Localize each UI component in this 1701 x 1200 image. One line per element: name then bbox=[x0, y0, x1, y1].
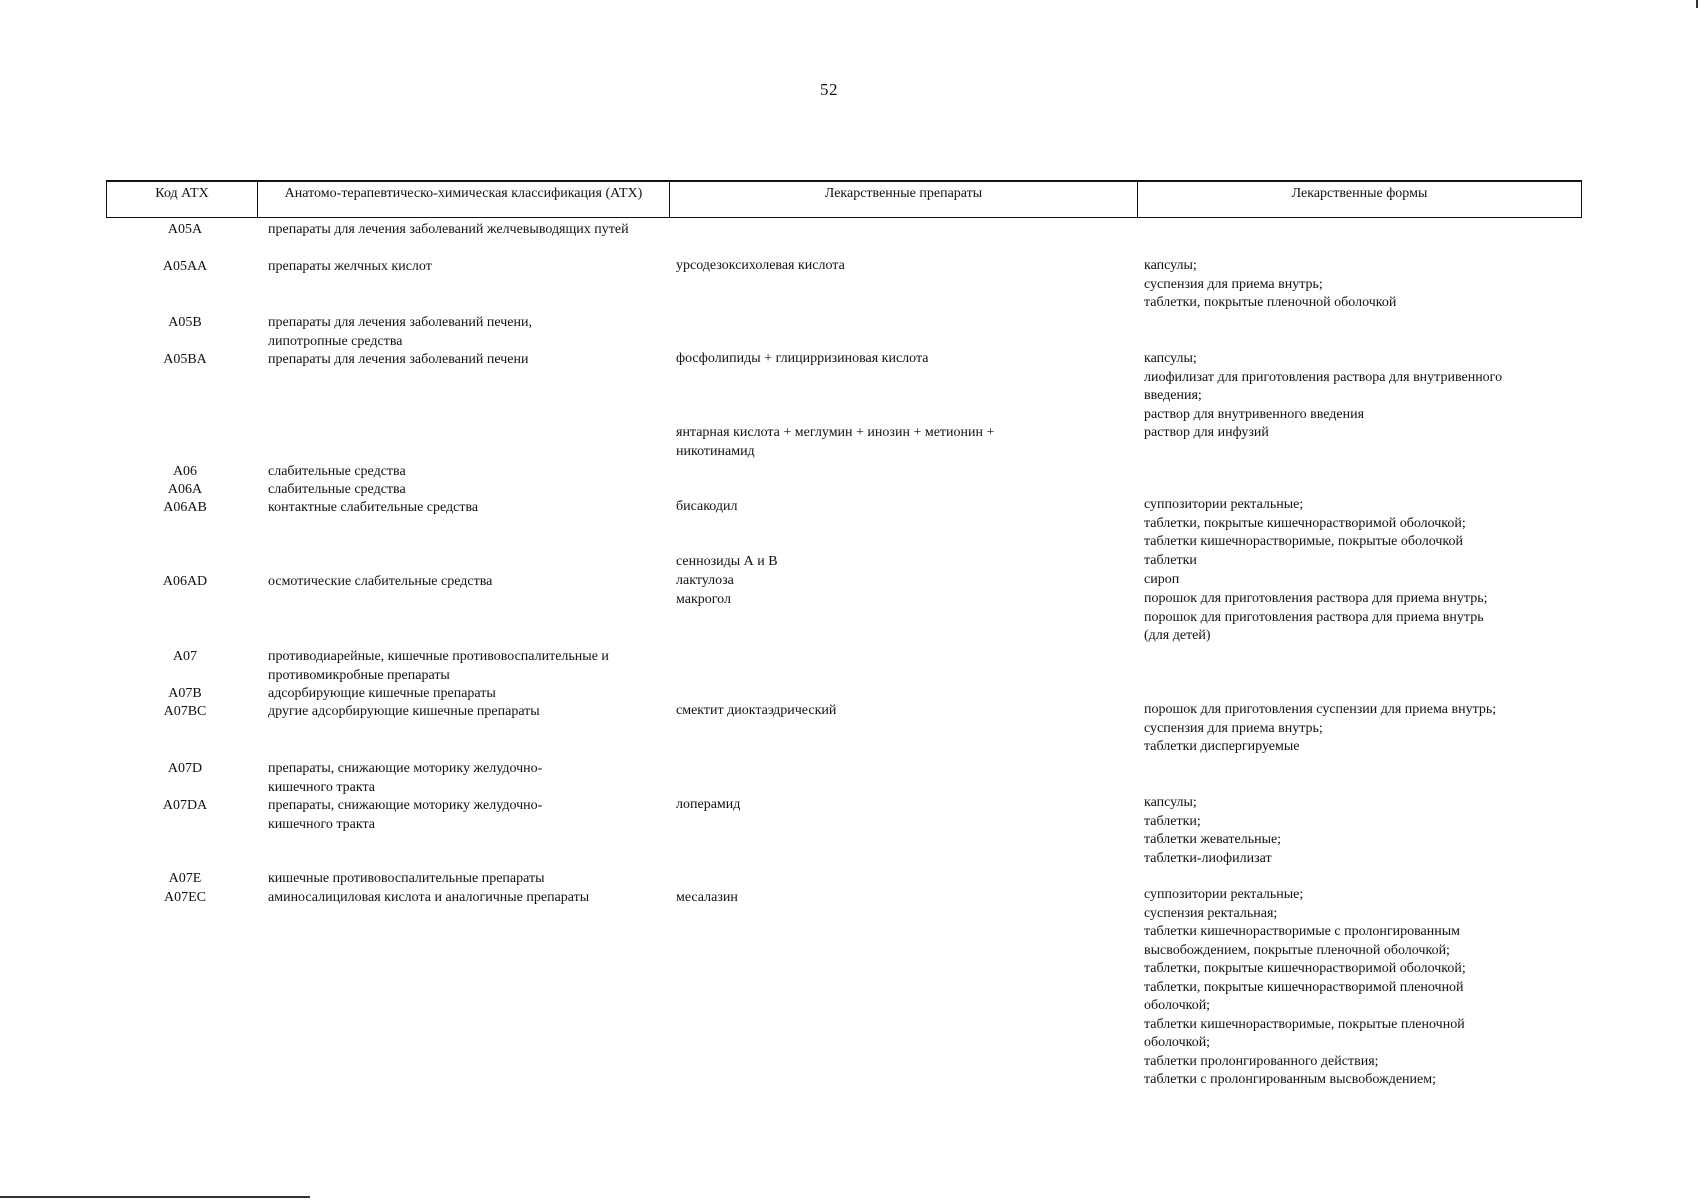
form-item: лиофилизат для приготовления раствора для внутривенного bbox=[1144, 369, 1503, 385]
row-drug: фосфолипиды + глицирризиновая кислота bbox=[676, 351, 929, 366]
row-forms bbox=[1144, 424, 1584, 443]
row-classification: препараты для лечения заболеваний печени, липотропные средства bbox=[268, 315, 532, 349]
row-forms bbox=[1144, 350, 1584, 424]
header-forms: Лекарственные формы bbox=[1291, 186, 1428, 201]
row-drug: лоперамид bbox=[676, 797, 741, 812]
row-drug: бисакодил bbox=[676, 499, 738, 514]
form-item: таблетки жевательные; bbox=[1144, 832, 1282, 847]
row-classification: препараты, снижающие моторику желудочно-кишечного тракта bbox=[268, 761, 543, 795]
form-item: таблетки пролонгированного действия; bbox=[1144, 1053, 1379, 1069]
row-forms bbox=[1144, 794, 1584, 868]
row-code: A05A bbox=[167, 222, 203, 237]
row-code: A07BC bbox=[163, 704, 207, 719]
row-code: A06AB bbox=[163, 500, 207, 515]
form-item: сироп bbox=[1144, 572, 1180, 587]
row-classification: контактные слабительные средства bbox=[268, 500, 479, 515]
row-forms bbox=[1144, 590, 1584, 646]
table-header bbox=[106, 180, 1582, 218]
form-item: таблетки bbox=[1144, 553, 1197, 568]
row-classification: препараты для лечения заболеваний печени bbox=[268, 352, 529, 367]
form-item: порошок для приготовления суспензии для приема внутрь; bbox=[1144, 702, 1497, 717]
row-forms bbox=[1144, 571, 1584, 590]
row-forms bbox=[1144, 701, 1584, 757]
form-item: таблетки диспергируемые bbox=[1144, 739, 1300, 754]
form-item: таблетки кишечнорастворимые, покрытые пленочной bbox=[1144, 1016, 1465, 1032]
row-classification: аминосалициловая кислота и аналогичные препараты bbox=[268, 890, 590, 905]
form-item: оболочкой; bbox=[1144, 998, 1211, 1013]
form-item: таблетки-лиофилизат bbox=[1144, 850, 1272, 866]
row-code: A05BA bbox=[163, 352, 207, 367]
header-classification: Анатомо-терапевтическо-химическая классификация (АТХ) bbox=[258, 182, 670, 217]
form-item: таблетки с пролонгированным высвобождением; bbox=[1144, 1072, 1436, 1087]
row-code: A07D bbox=[167, 761, 203, 776]
row-classification: слабительные средства bbox=[268, 482, 406, 497]
row-code: A06AD bbox=[162, 574, 208, 589]
form-item: (для детей) bbox=[1144, 628, 1211, 643]
form-item: порошок для приготовления раствора для приема внутрь bbox=[1144, 609, 1484, 625]
row-drug: месалазин bbox=[676, 890, 738, 905]
form-item: суспензия для приема внутрь; bbox=[1144, 276, 1323, 292]
form-item: капсулы; bbox=[1144, 351, 1197, 366]
row-drug: макрогол bbox=[676, 592, 731, 607]
row-code: A06 bbox=[172, 464, 198, 479]
form-item: суспензия для приема внутрь; bbox=[1144, 720, 1323, 736]
form-item: раствор для инфузий bbox=[1144, 425, 1269, 440]
row-forms bbox=[1144, 552, 1584, 571]
row-code: A05AA bbox=[162, 259, 208, 274]
row-classification: препараты желчных кислот bbox=[268, 259, 432, 274]
row-code: A07DA bbox=[162, 798, 208, 813]
form-item: суппозитории ректальные; bbox=[1144, 887, 1304, 902]
row-drug: смектит диоктаэдрический bbox=[676, 703, 837, 718]
form-item: раствор для внутривенного введения bbox=[1144, 406, 1365, 422]
form-item: капсулы; bbox=[1144, 258, 1197, 273]
row-drug: сеннозиды А и В bbox=[676, 554, 778, 569]
form-item: таблетки, покрытые кишечнорастворимой оболочкой; bbox=[1144, 515, 1466, 531]
row-code: A07E bbox=[168, 871, 202, 886]
row-classification: противодиарейные, кишечные противовоспалительные и противомикробные препараты bbox=[268, 649, 609, 683]
form-item: таблетки кишечнорастворимые с пролонгированным bbox=[1144, 924, 1461, 939]
row-classification: слабительные средства bbox=[268, 464, 406, 479]
row-classification: препараты для лечения заболеваний желчевыводящих путей bbox=[268, 222, 629, 237]
form-item: таблетки, покрытые пленочной оболочкой bbox=[1144, 295, 1397, 310]
form-item: оболочкой; bbox=[1144, 1035, 1211, 1050]
form-item: капсулы; bbox=[1144, 795, 1197, 810]
row-code: A07EC bbox=[164, 890, 206, 905]
form-item: таблетки; bbox=[1144, 813, 1201, 829]
form-item: таблетки кишечнорастворимые, покрытые оболочкой bbox=[1144, 534, 1464, 549]
header-drugs: Лекарственные препараты bbox=[670, 182, 1138, 217]
form-item: таблетки, покрытые кишечнорастворимой оболочкой; bbox=[1144, 961, 1466, 976]
scan-edge-mark bbox=[1696, 0, 1698, 8]
form-item: таблетки, покрытые кишечнорастворимой пленочной bbox=[1144, 979, 1464, 995]
row-drug: лактулоза bbox=[676, 573, 734, 588]
row-code: A05B bbox=[168, 315, 202, 330]
row-classification: адсорбирующие кишечные препараты bbox=[268, 686, 496, 701]
form-item: введения; bbox=[1144, 388, 1202, 403]
form-item: суспензия ректальная; bbox=[1144, 905, 1278, 921]
row-code: A07B bbox=[168, 686, 202, 701]
form-item: порошок для приготовления раствора для приема внутрь; bbox=[1144, 591, 1488, 606]
row-drug: янтарная кислота + меглумин + инозин + метионин + никотинамид bbox=[676, 425, 995, 459]
form-item: высвобождением, покрытые пленочной оболочкой; bbox=[1144, 942, 1450, 958]
form-item: суппозитории ректальные; bbox=[1144, 497, 1304, 512]
row-forms bbox=[1144, 496, 1584, 552]
row-drug: урсодезоксихолевая кислота bbox=[676, 258, 845, 273]
row-code: A07 bbox=[172, 649, 198, 664]
scan-bottom-line bbox=[0, 1196, 310, 1198]
row-classification: другие адсорбирующие кишечные препараты bbox=[268, 704, 540, 719]
page-number: 52 bbox=[820, 80, 838, 99]
row-code: A06A bbox=[167, 482, 203, 497]
row-forms bbox=[1144, 886, 1584, 1090]
row-classification: кишечные противовоспалительные препараты bbox=[268, 871, 545, 886]
row-forms bbox=[1144, 257, 1584, 313]
row-classification: осмотические слабительные средства bbox=[268, 574, 493, 589]
row-classification: препараты, снижающие моторику желудочно-кишечного тракта bbox=[268, 798, 543, 832]
header-code: Код АТХ bbox=[107, 182, 258, 217]
